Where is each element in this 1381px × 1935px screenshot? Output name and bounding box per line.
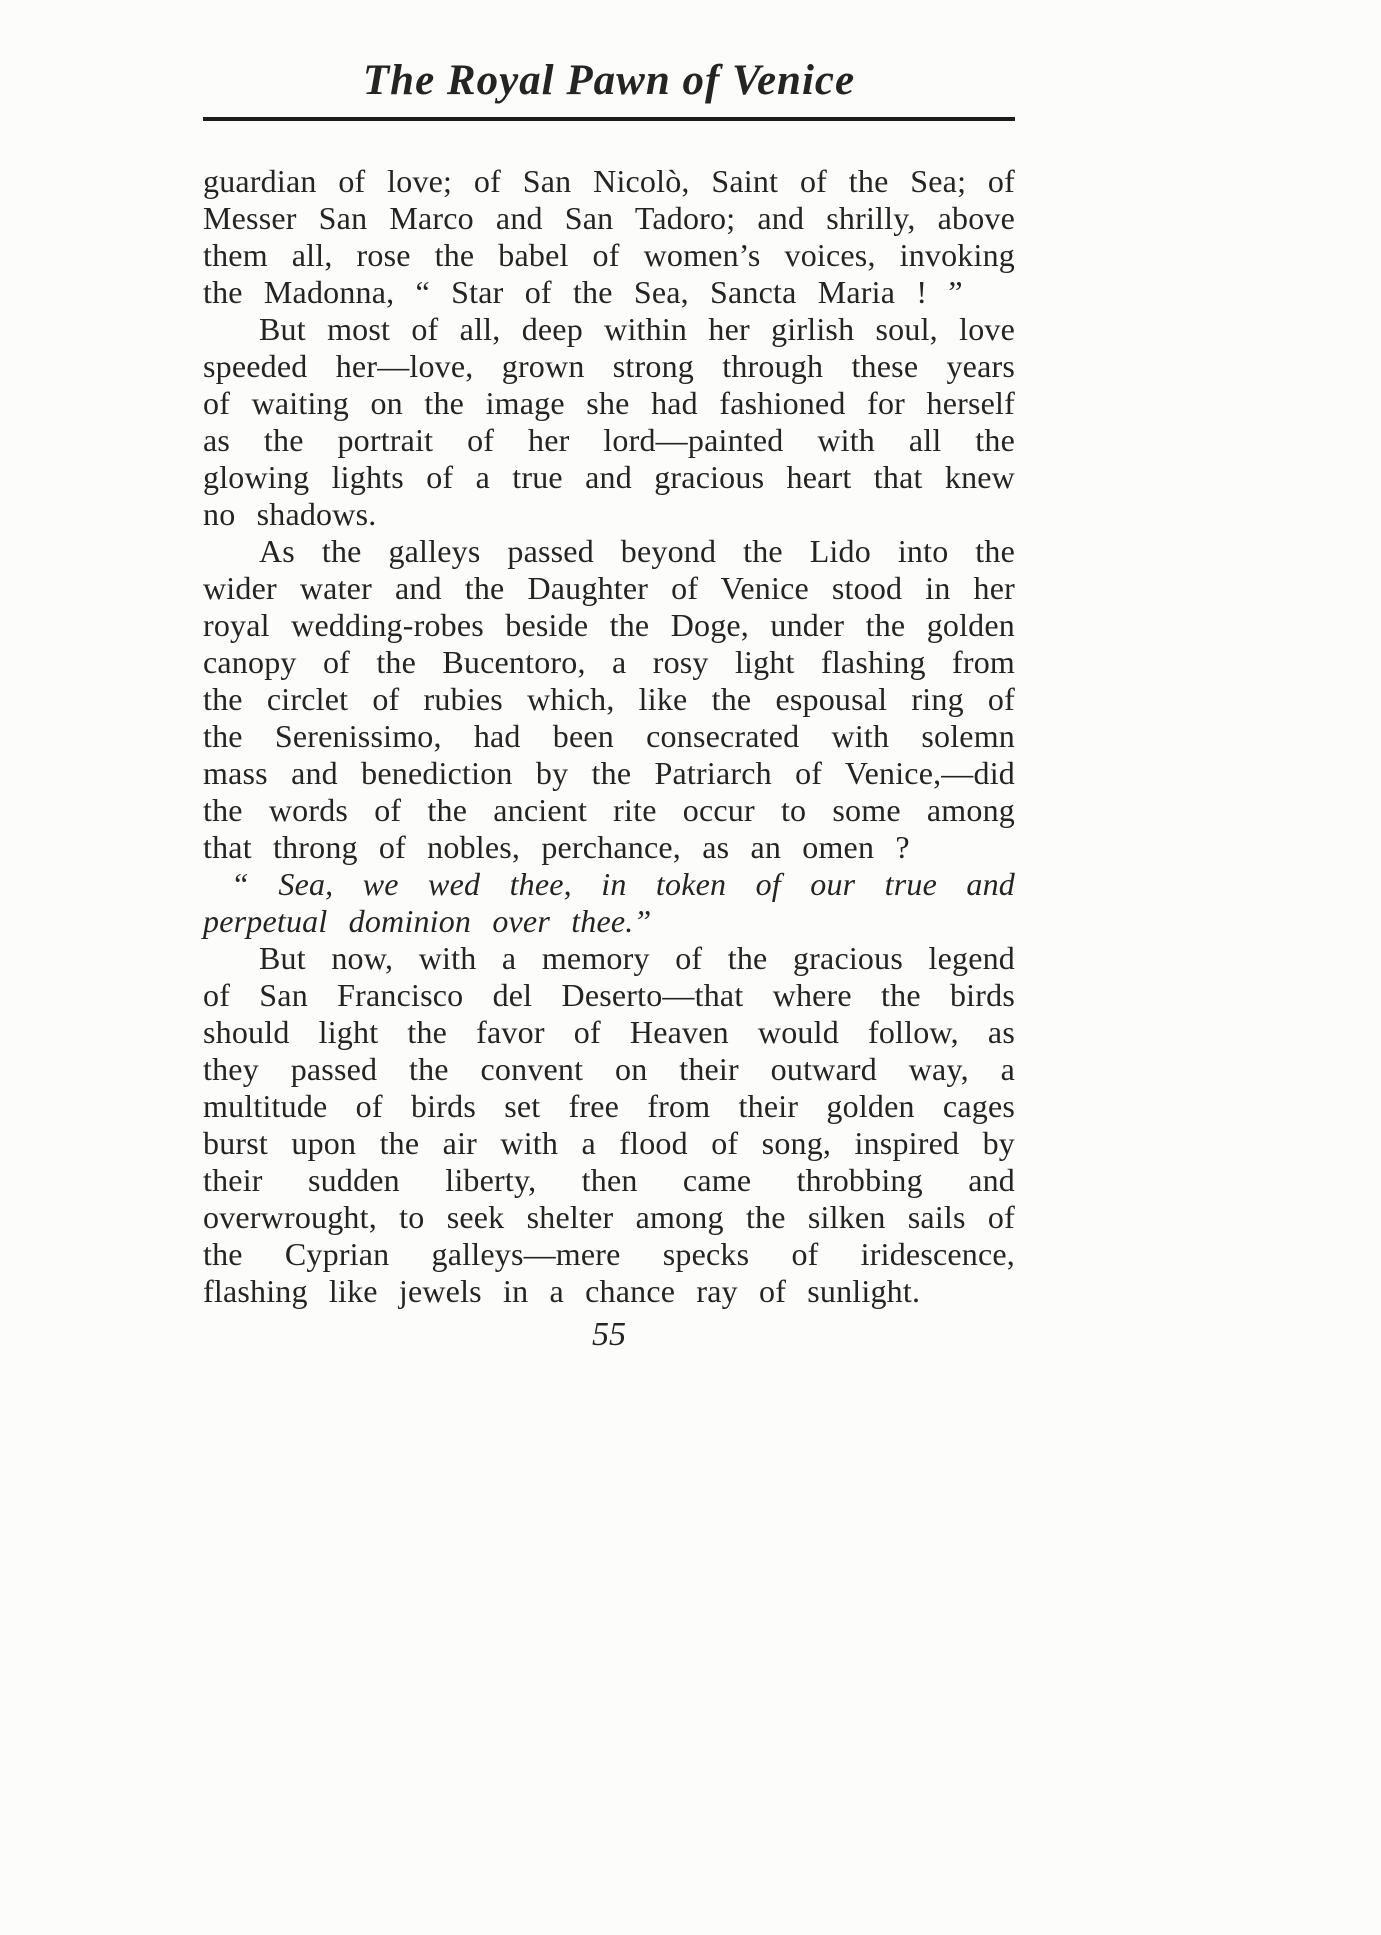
paragraph: But most of all, deep within her girlish soul, love speeded her—love, grown strong through these years of waiting on the image she had fashioned for herself as the portrait of her lord—painted with all the glowing lights of a true and gracious heart that knew no shadows. <box>203 311 1015 533</box>
running-title: The Royal Pawn of Venice <box>362 57 856 104</box>
page-footer <box>203 1316 1015 1353</box>
paragraph: As the galleys passed beyond the Lido into the wider water and the Daughter of Venice stood in her royal wedding-robes beside the Doge, under the golden canopy of the Bucentoro, a rosy light flashing from the circlet of rubies which, like the espousal ring of the Serenissimo, had been consecrated with solemn mass and benediction by the Patriarch of Venice,—did the words of the ancient rite occur to some among that throng of nobles, perchance, as an omen ? <box>203 533 1015 866</box>
paragraph-quote: “ Sea, we wed thee, in token of our true and perpetual dominion over thee.” <box>203 866 1015 940</box>
page-number: 55 <box>592 1316 626 1354</box>
page-body <box>203 163 1015 1310</box>
text-block <box>203 0 1015 1354</box>
header-rule <box>203 117 1015 121</box>
paragraph: But now, with a memory of the gracious legend of San Francisco del Deserto—that where the birds should light the favor of Heaven would follow, as they passed the convent on their outward way, a multitude of birds set free from their golden cages burst upon the air with a flood of song, inspired by their sudden liberty, then came throbbing and overwrought, to seek shelter among the silken sails of the Cyprian galleys—mere specks of iridescence, flashing like jewels in a chance ray of sunlight. <box>203 940 1015 1310</box>
paragraph-continuation: guardian of love; of San Nicolò, Saint of the Sea; of Messer San Marco and San Tadoro; and shrilly, above them all, rose the babel of women’s voices, invoking the Madonna, “ Star of the Sea, Sancta Maria ! ” <box>203 163 1015 311</box>
page-header <box>203 0 1015 121</box>
